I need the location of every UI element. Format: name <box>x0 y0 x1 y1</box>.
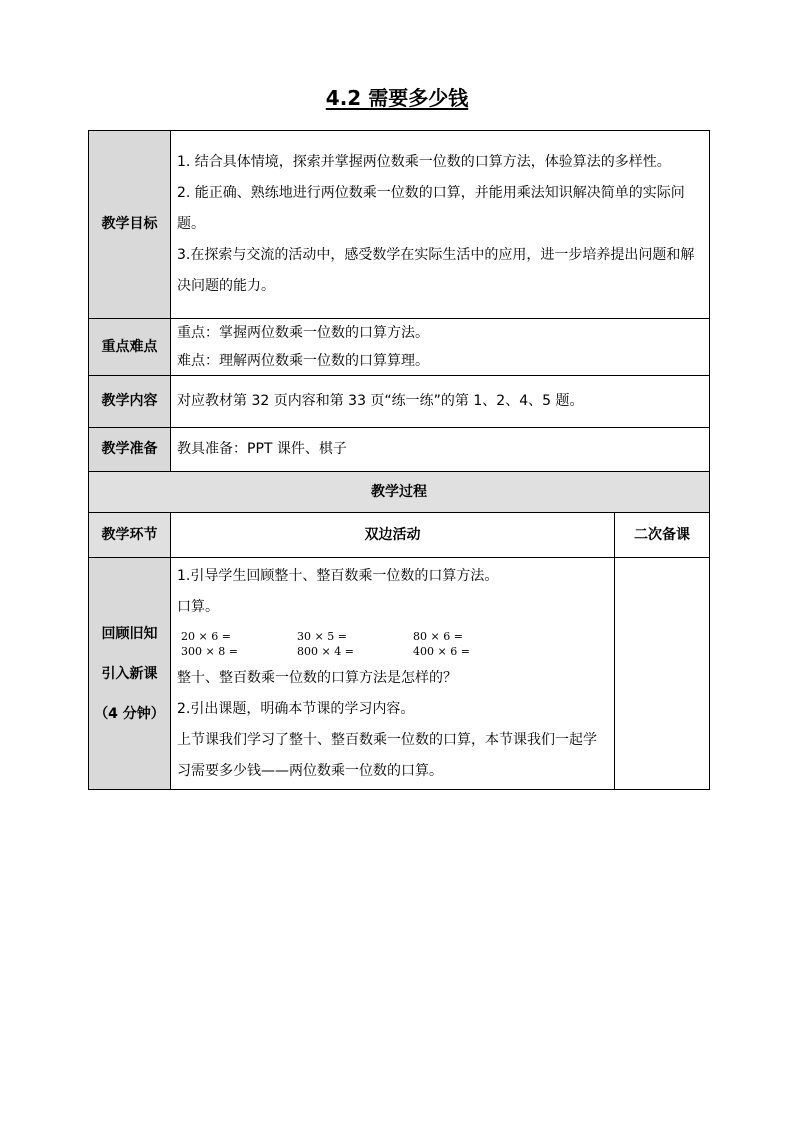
calc-item: 400 × 6 = <box>413 644 470 658</box>
column-activity: 双边活动 <box>171 513 615 558</box>
key-points-content <box>171 319 710 376</box>
goals-row <box>89 131 710 319</box>
goals-content <box>171 131 710 319</box>
preparation-label: 教学准备 <box>89 428 171 472</box>
goal-item: 2. 能正确、熟练地进行两位数乘一位数的口算，并能用乘法知识解决简单的实际问题。 <box>177 185 685 232</box>
process-columns-row <box>89 513 710 558</box>
key-point-item: 难点：理解两位数乘一位数的口算算理。 <box>177 353 429 369</box>
content-text: 对应教材第 32 页内容和第 33 页“练一练”的第 1、2、4、5 题。 <box>171 376 710 428</box>
stage-line: 引入新课 <box>101 665 158 682</box>
oral-calc-grid <box>177 623 610 663</box>
key-point-item: 重点：掌握两位数乘一位数的口算方法。 <box>177 325 429 341</box>
stage-line: （4 分钟） <box>94 705 165 722</box>
key-points-row <box>89 319 710 376</box>
activity-cell <box>171 558 615 790</box>
content-row <box>89 376 710 428</box>
preparation-row <box>89 428 710 472</box>
calc-item: 800 × 4 = <box>297 644 354 658</box>
calc-item: 300 × 8 = <box>181 644 238 658</box>
content-label: 教学内容 <box>89 376 171 428</box>
calc-item: 80 × 6 = <box>413 629 463 643</box>
process-heading: 教学过程 <box>89 472 710 513</box>
calc-item: 20 × 6 = <box>181 629 231 643</box>
notes-cell <box>615 558 710 790</box>
activity-line: 1.引导学生回顾整十、整百数乘一位数的口算方法。 <box>177 567 499 584</box>
process-heading-row <box>89 472 710 513</box>
process-row <box>89 558 710 790</box>
stage-cell <box>89 558 171 790</box>
column-notes: 二次备课 <box>615 513 710 558</box>
activity-line: 上节课我们学习了整十、整百数乘一位数的口算，本节课我们一起学习需要多少钱——两位数乘一位数的口算。 <box>177 731 597 779</box>
goal-item: 3.在探索与交流的活动中，感受数学在实际生活中的应用，进一步培养提出问题和解决问题的能力。 <box>177 247 695 294</box>
lesson-plan-table <box>88 130 710 790</box>
preparation-text: 教具准备：PPT 课件、棋子 <box>171 428 710 472</box>
page-title: 4.2 需要多少钱 <box>325 86 469 110</box>
activity-line: 口算。 <box>177 598 219 615</box>
key-points-label: 重点难点 <box>89 319 171 376</box>
column-stage: 教学环节 <box>89 513 171 558</box>
activity-line: 整十、整百数乘一位数的口算方法是怎样的？ <box>177 669 457 686</box>
activity-line: 2.引出课题，明确本节课的学习内容。 <box>177 700 415 717</box>
goal-item: 1. 结合具体情境，探索并掌握两位数乘一位数的口算方法，体验算法的多样性。 <box>177 154 671 170</box>
calc-item: 30 × 5 = <box>297 629 347 643</box>
goals-label: 教学目标 <box>89 131 171 319</box>
stage-line: 回顾旧知 <box>101 625 158 642</box>
